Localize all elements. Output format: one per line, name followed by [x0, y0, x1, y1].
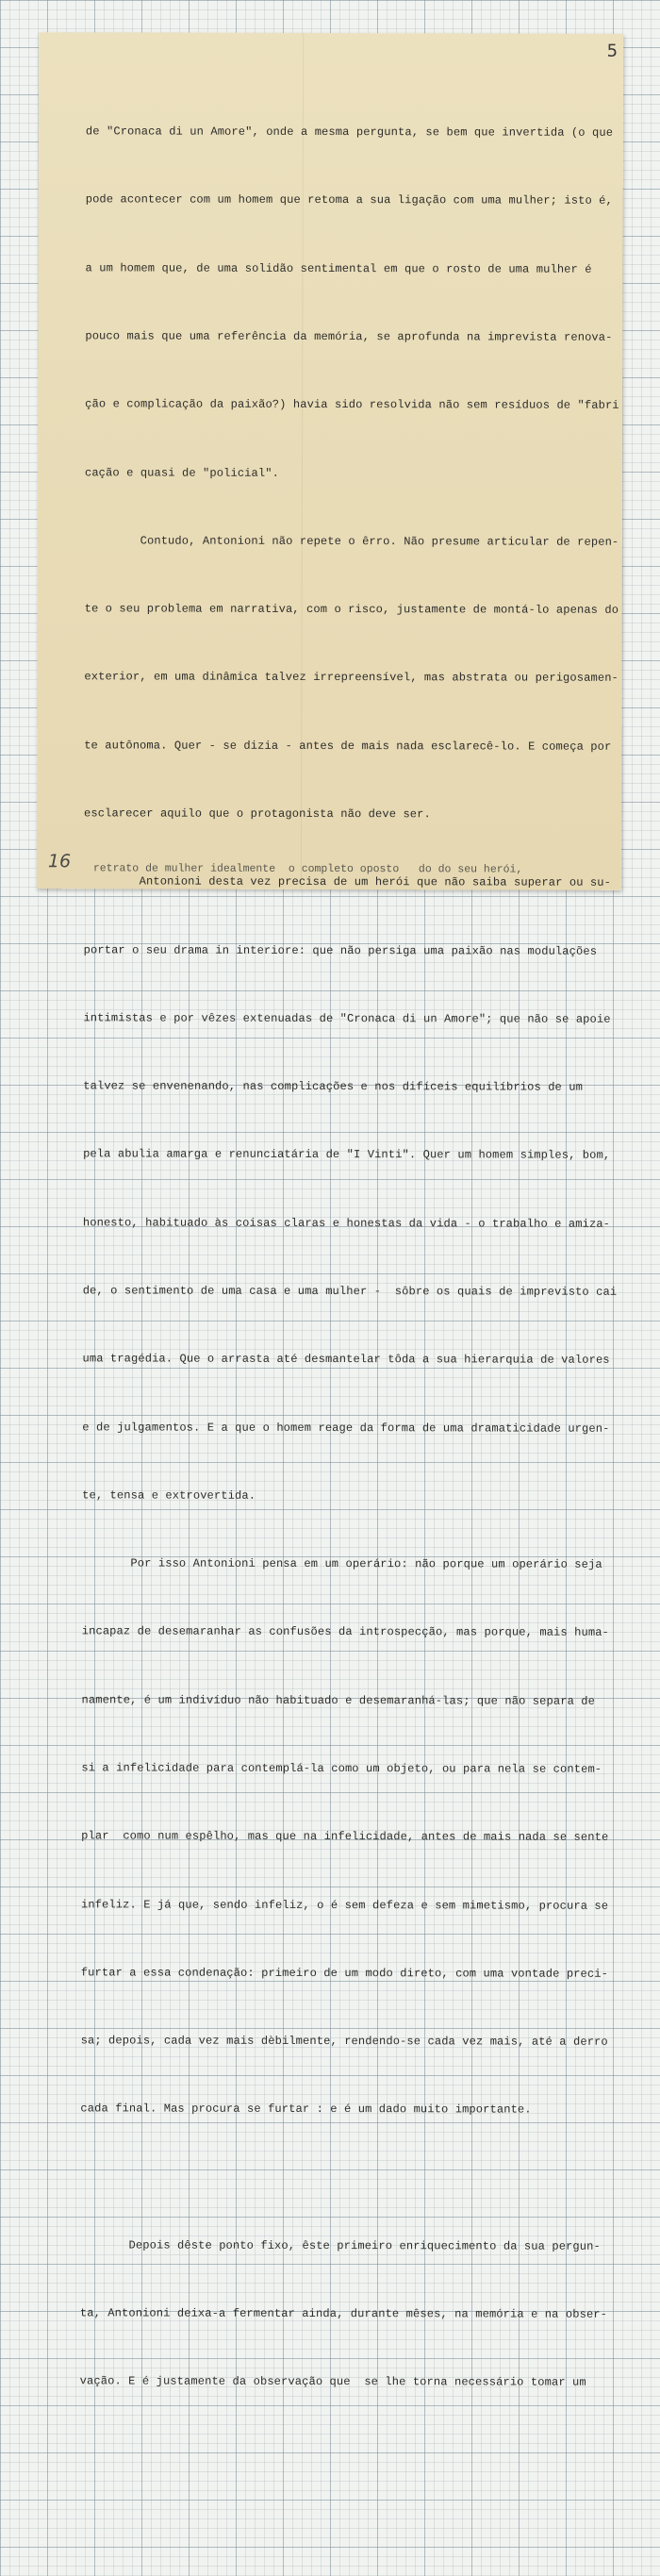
text-line: portar o seu drama in interiore: que não persiga uma paixão nas modulações: [84, 939, 621, 963]
text-line: infeliz. E já que, sendo infeliz, o é sem defeza e sem mimetismo, procura se: [81, 1893, 619, 1918]
text-line: te, tensa e extrovertida.: [82, 1484, 619, 1508]
text-line: pela abulia amarga e renunciatária de "I Vinti". Quer um homem simples, bom,: [83, 1143, 620, 1168]
document-body: [79, 75, 623, 2576]
text-line: sa; depois, cada vez mais dèbilmente, rendendo-se cada vez mais, até a derro: [81, 2029, 619, 2053]
text-line: a um homem que, de uma solidão sentimental em que o rosto de uma mulher é: [86, 257, 623, 281]
text-line: pode acontecer com um homem que retoma a sua ligação com uma mulher; isto é,: [86, 189, 623, 213]
typewritten-page: [37, 32, 623, 890]
text-line: furtar a essa condenação: primeiro de um modo direto, com uma vontade preci-: [81, 1961, 619, 1986]
overtyped-line: retrato de mulher idealmente o completo oposto do do seu herói,: [93, 862, 621, 876]
text-line: pouco mais que uma referência da memória, se aprofunda na imprevista renova-: [85, 324, 622, 349]
text-line: ta, Antonioni deixa-a fermentar ainda, durante mêses, na memória e na obser-: [80, 2302, 618, 2327]
text-line: [80, 2166, 618, 2190]
text-line: cação e quasi de "policial".: [85, 461, 622, 486]
text-line: namente, é um indivíduo não habituado e desemaranhá-las; que não separa de: [82, 1688, 619, 1713]
text-line: incapaz de desemaranhar as confusões da introspecção, mas porque, mais huma-: [82, 1620, 619, 1645]
text-line: Depois dêste ponto fixo, êste primeiro enriquecimento da sua pergun-: [80, 2234, 618, 2258]
text-line: esclarecer aquilo que o protagonista não deve ser.: [84, 802, 621, 826]
text-line: [79, 2438, 617, 2463]
text-line: [84, 734, 621, 758]
text-line: de "Cronaca di un Amore", onde a mesma pergunta, se bem que invertida (o que: [86, 121, 623, 145]
text-line: plar como num espêlho, mas que na infelicidade, antes de mais nada se sente: [81, 1825, 619, 1850]
text-line: exterior, em uma dinâmica talvez irrepreensível, mas abstrata ou perigosamen-: [84, 666, 621, 690]
text-fragment: talvez se envenenando, nas complicações e nos difíceis equilíbrios de um: [83, 1079, 583, 1093]
text-line: te o seu problema em narrativa, com o risco, justamente de montá-lo apenas do: [85, 597, 622, 622]
text-line: cada final. Mas procura se furtar : e é um dado muito importante.: [80, 2098, 618, 2122]
text-fragment: te autônoma. Quer - se dizia - antes de mais nada esclarecê-lo. E começa por: [84, 739, 611, 753]
text-line: Contudo, Antonioni não repete o êrro. Não presume articular de repen-: [85, 529, 622, 554]
handwritten-page-number: 16: [48, 851, 71, 872]
text-line: e de julgamentos. E a que o homem reage da forma de uma dramaticidade urgen-: [82, 1416, 619, 1440]
text-fragment: Antonioni desta vez precisa de um herói que não saiba superar ou su-: [84, 875, 611, 889]
text-line: ção e complicação da paixão?) havia sido resolvida não sem resíduos de "fabri: [85, 393, 622, 418]
text-line: vação. E é justamente da observação que se lhe torna necessário tomar um: [80, 2370, 618, 2395]
text-line: de, o sentimento de uma casa e uma mulher - sôbre os quais de imprevisto cai: [83, 1279, 620, 1304]
text-line: [83, 1074, 620, 1099]
text-line: uma tragédia. Que o arrasta até desmantelar tôda a sua hierarquia de valores: [82, 1348, 619, 1372]
text-line: si a infelicidade para contemplá-la como um objeto, ou para nela se contem-: [81, 1756, 619, 1781]
text-line: Por isso Antonioni pensa em um operário: não porque um operário seja: [82, 1552, 619, 1576]
text-line: intimistas e por vêzes extenuadas de "Cronaca di un Amore"; que não se apoie: [83, 1006, 620, 1031]
page-number: 5: [607, 42, 619, 61]
text-line: [79, 2506, 617, 2531]
text-line: honesto, habituado às coisas claras e honestas da vida - o trabalho e amiza-: [83, 1211, 620, 1236]
